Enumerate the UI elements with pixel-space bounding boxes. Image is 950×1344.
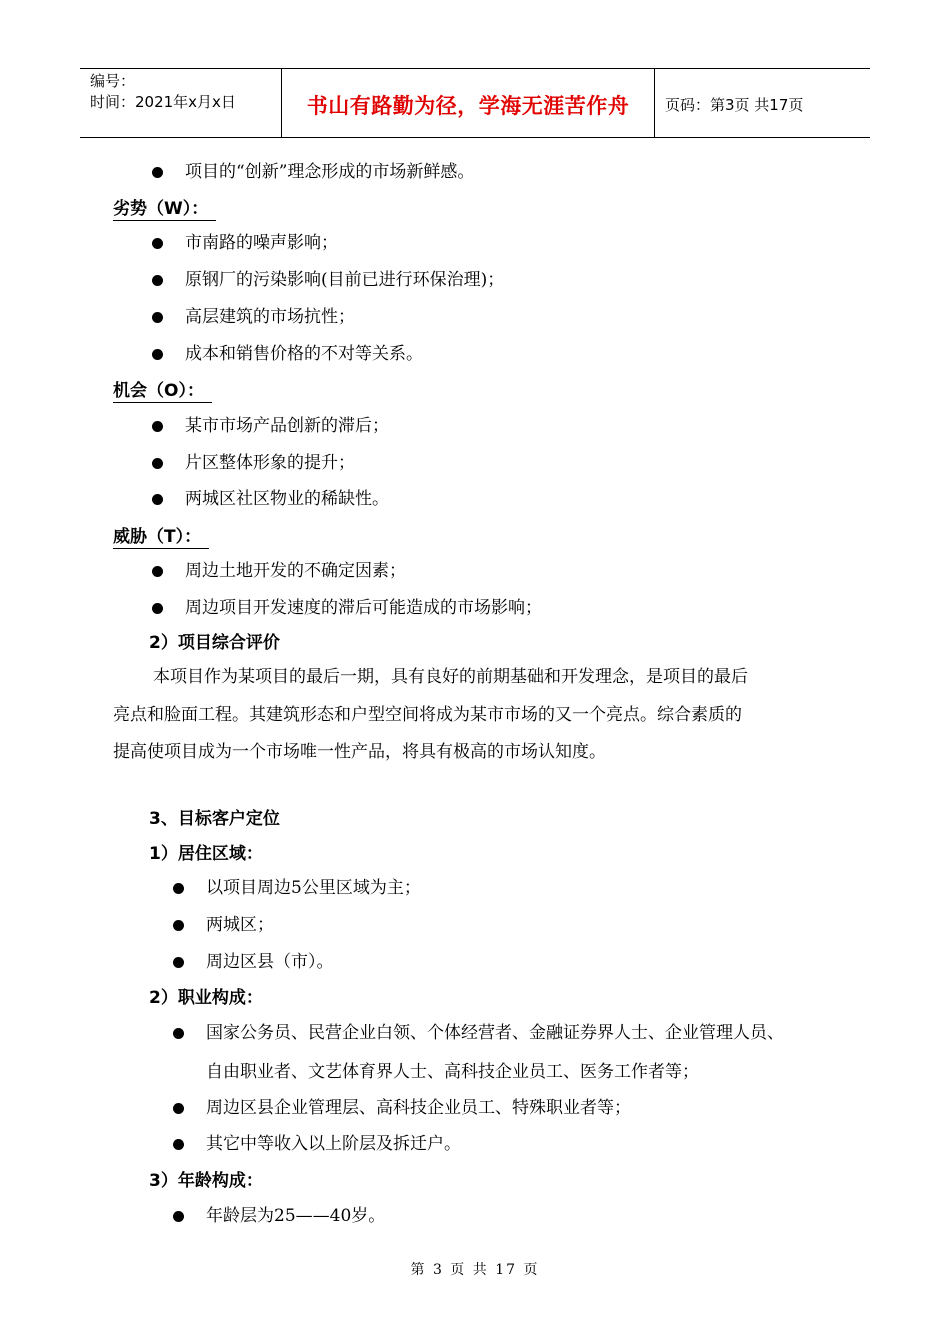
- bullet-icon: [152, 238, 163, 249]
- bullet-icon: [152, 275, 163, 286]
- list-item: 周边项目开发速度的滞后可能造成的市场影响；: [185, 598, 542, 618]
- header-page-info: 页码：第3页 共17页: [665, 95, 804, 114]
- list-item: 高层建筑的市场抗性；: [185, 307, 355, 327]
- bullet-icon: [173, 957, 184, 968]
- weaknesses-heading: 劣势（W）：: [113, 198, 216, 221]
- list-item-continuation: 自由职业者、文艺体育界人士、高科技企业员工、医务工作者等；: [206, 1062, 699, 1082]
- list-item: 成本和销售价格的不对等关系。: [185, 344, 423, 364]
- time-label: 时间：2021年x月x日: [90, 93, 236, 111]
- bullet-icon: [173, 1211, 184, 1222]
- list-item: 其它中等收入以上阶层及拆迁户。: [206, 1134, 461, 1154]
- list-item: 周边区县（市）。: [206, 952, 334, 972]
- bullet-icon: [173, 920, 184, 931]
- residence-heading: 1）居住区域：: [149, 844, 263, 864]
- bullet-icon: [173, 1139, 184, 1150]
- paragraph-line: 本项目作为某项目的最后一期，具有良好的前期基础和开发理念，是项目的最后: [153, 667, 748, 687]
- page-footer: 第 3 页 共 17 页: [410, 1262, 540, 1278]
- list-item: 原钢厂的污染影响(目前已进行环保治理)；: [185, 270, 505, 290]
- list-item: 周边区县企业管理层、高科技企业员工、特殊职业者等；: [206, 1098, 631, 1118]
- bullet-icon: [152, 566, 163, 577]
- age-heading: 3）年龄构成：: [149, 1171, 263, 1191]
- list-item: 片区整体形象的提升；: [185, 453, 355, 473]
- bullet-icon: [152, 603, 163, 614]
- bullet-icon: [173, 883, 184, 894]
- paragraph-line: 亮点和脸面工程。其建筑形态和户型空间将成为某市市场的又一个亮点。综合素质的: [113, 705, 742, 725]
- bullet-icon: [152, 167, 163, 178]
- bullet-icon: [173, 1103, 184, 1114]
- list-item: 年龄层为25——40岁。: [206, 1206, 386, 1226]
- list-item: 以项目周边5公里区域为主；: [206, 878, 421, 898]
- opportunities-heading: 机会（O）：: [113, 380, 212, 403]
- header-motto: 书山有路勤为径，学海无涯苦作舟: [282, 69, 655, 137]
- bullet-icon: [173, 1028, 184, 1039]
- bullet-icon: [152, 349, 163, 360]
- evaluation-heading: 2）项目综合评价: [149, 633, 280, 653]
- target-heading: 3、目标客户定位: [149, 809, 280, 829]
- list-item: 项目的“创新”理念形成的市场新鲜感。: [185, 162, 475, 182]
- paragraph-line: 提高使项目成为一个市场唯一性产品，将具有极高的市场认知度。: [113, 742, 606, 762]
- bullet-icon: [152, 494, 163, 505]
- list-item: 两城区社区物业的稀缺性。: [185, 489, 389, 509]
- threats-heading: 威胁（T）：: [113, 526, 209, 549]
- page-header: [80, 68, 870, 138]
- bullet-icon: [152, 421, 163, 432]
- list-item: 某市市场产品创新的滞后；: [185, 416, 389, 436]
- list-item: 市南路的噪声影响；: [185, 233, 338, 253]
- bullet-icon: [152, 312, 163, 323]
- occupation-heading: 2）职业构成：: [149, 988, 263, 1008]
- header-meta: [80, 69, 282, 137]
- bullet-icon: [152, 458, 163, 469]
- list-item: 周边土地开发的不确定因素；: [185, 561, 406, 581]
- list-item: 两城区；: [206, 915, 274, 935]
- list-item: 国家公务员、民营企业白领、个体经营者、金融证券界人士、企业管理人员、: [206, 1023, 784, 1043]
- code-label: 编号：: [90, 72, 136, 90]
